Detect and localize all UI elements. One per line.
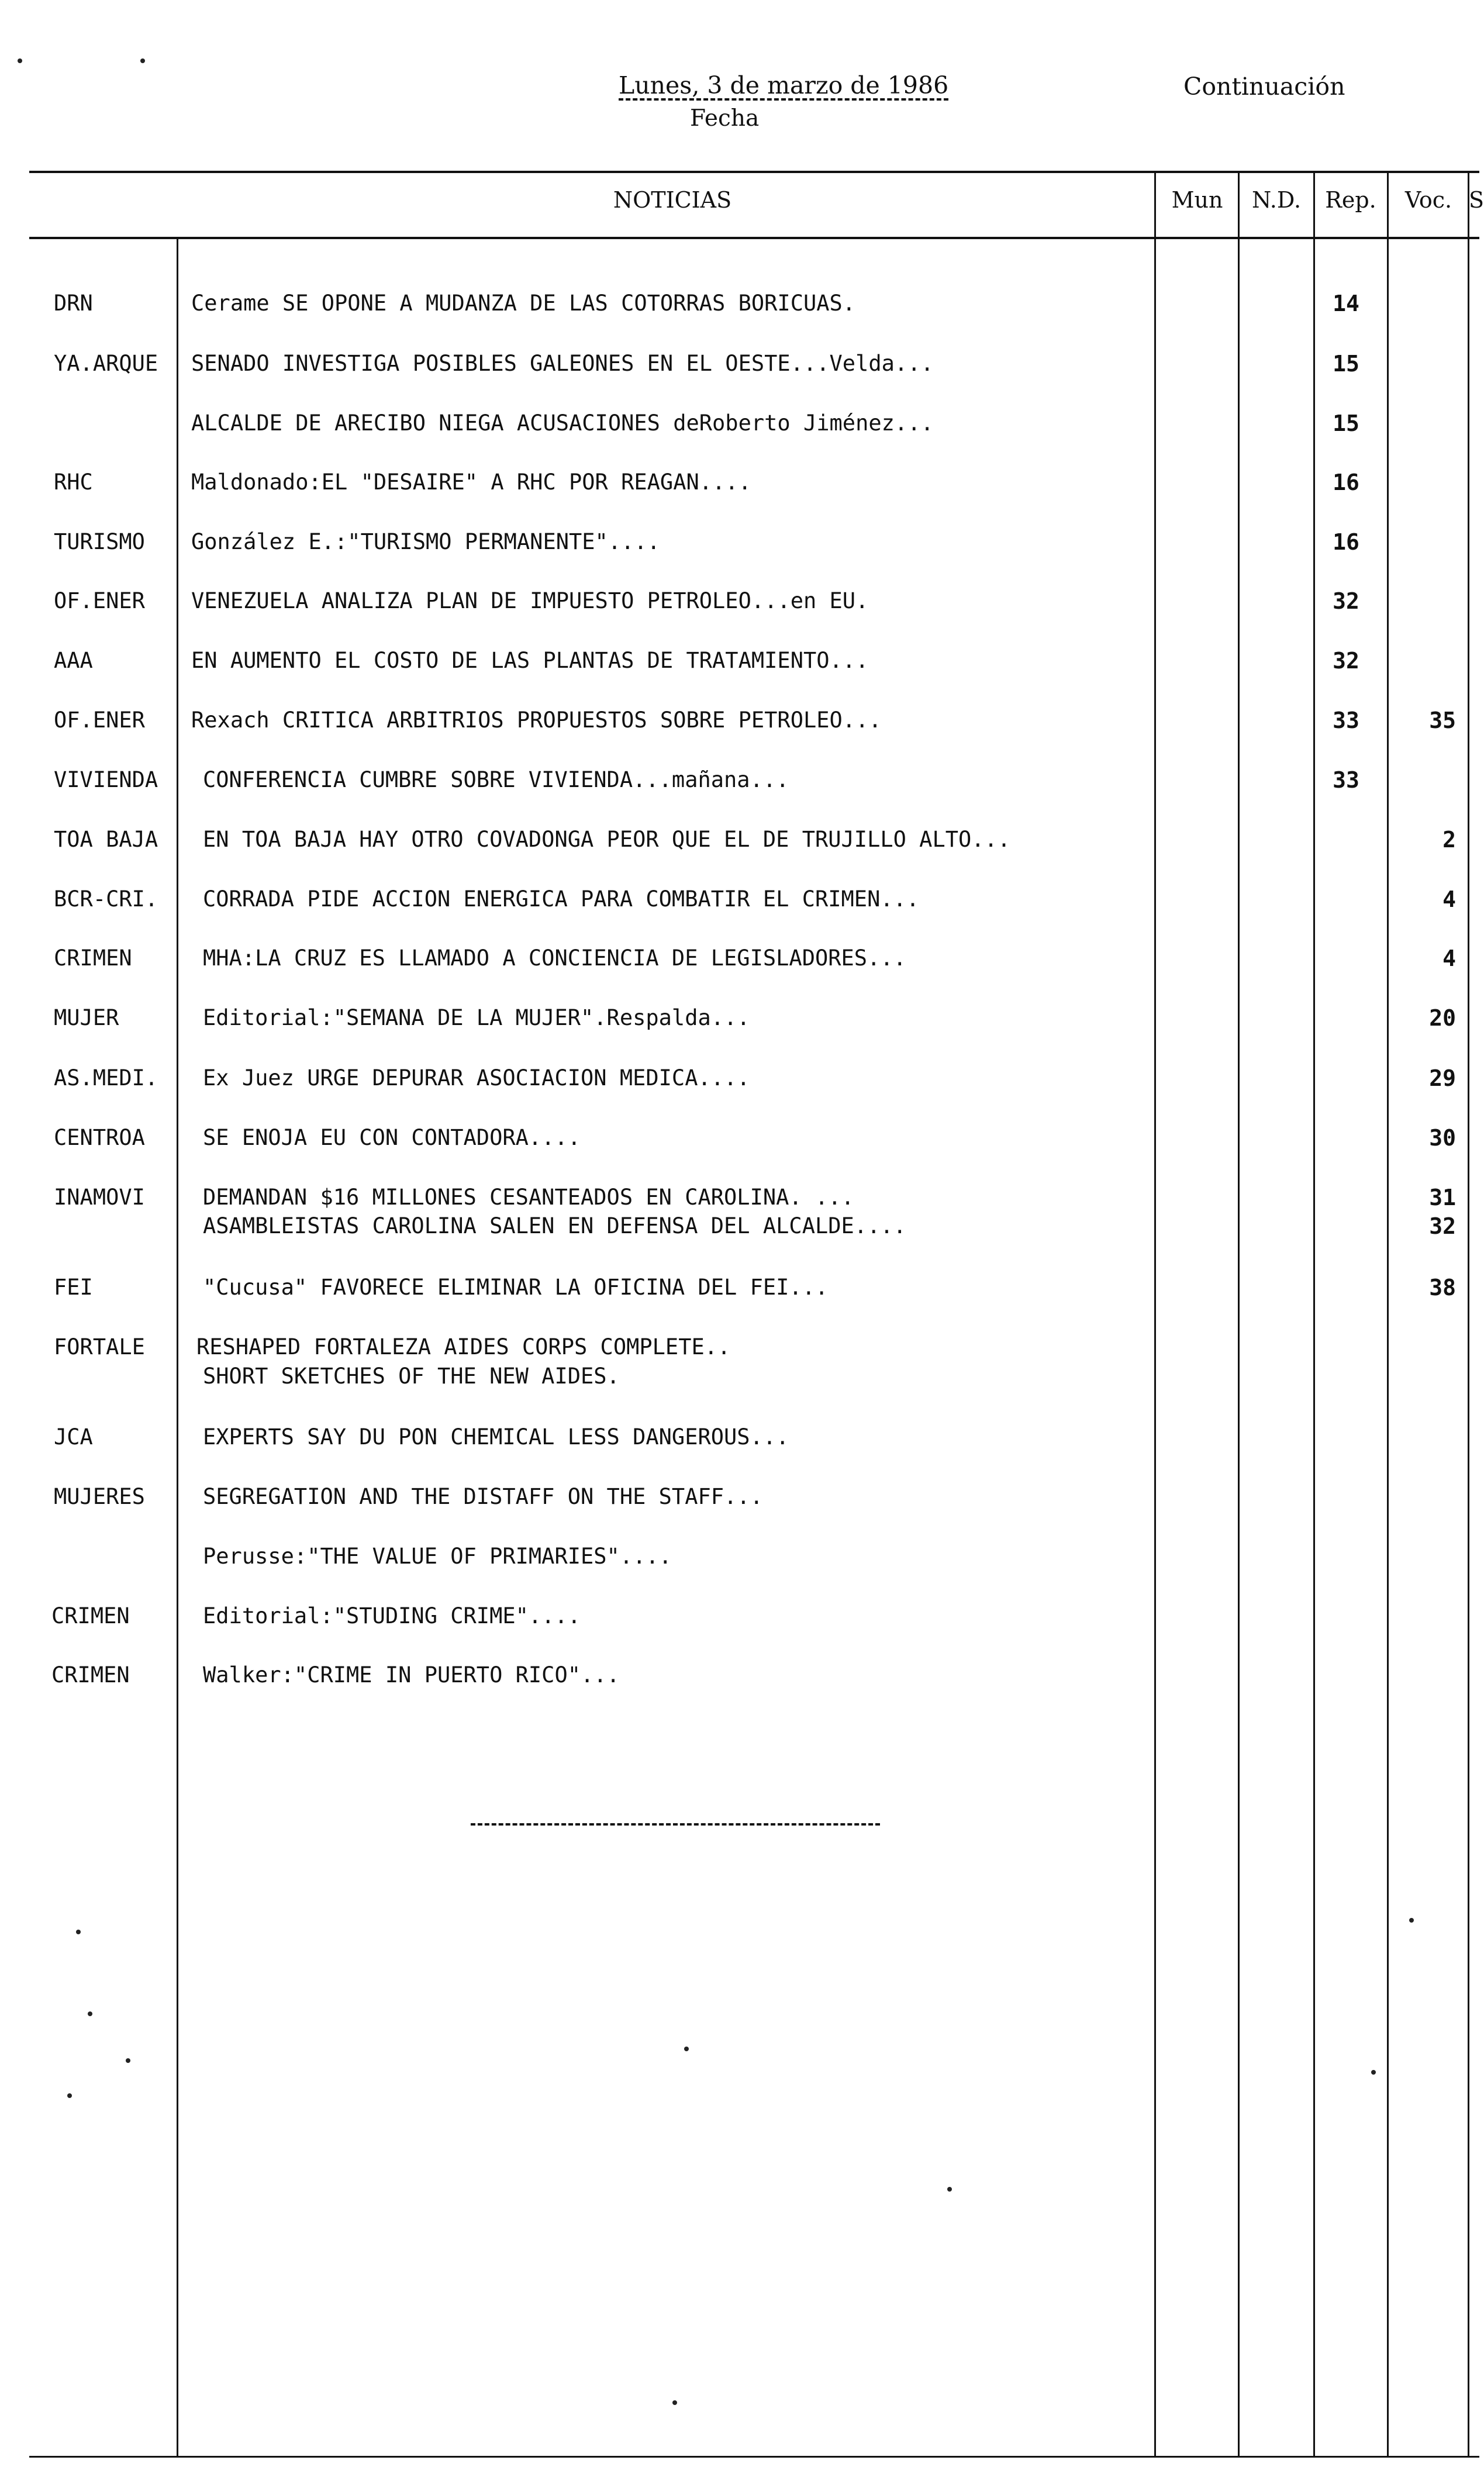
nd-column-left-divider (1238, 171, 1240, 2456)
top-rule (29, 171, 1479, 173)
continuation-label: Continuación (1183, 73, 1345, 101)
row-rep: 16 (1333, 470, 1359, 495)
row-title: Editorial:"STUDING CRIME".... (203, 1603, 581, 1628)
row-rep: 32 (1333, 588, 1359, 614)
row-title: "Cucusa" FAVORECE ELIMINAR LA OFICINA DEL FEI... (203, 1275, 829, 1300)
row-rep: 16 (1333, 529, 1359, 555)
row-code: OF.ENER (54, 708, 145, 733)
row-code: OF.ENER (54, 588, 145, 613)
row-title: ASAMBLEISTAS CAROLINA SALEN EN DEFENSA DEL ALCALDE.... (203, 1213, 906, 1238)
row-title: Maldonado:EL "DESAIRE" A RHC POR REAGAN.... (191, 470, 751, 495)
row-rep: 14 (1333, 291, 1359, 316)
row-voc: 31 (1429, 1185, 1456, 1210)
row-code: CRIMEN (51, 1603, 130, 1628)
extra-column-header: S (1469, 187, 1484, 213)
row-title: EN TOA BAJA HAY OTRO COVADONGA PEOR QUE EL DE TRUJILLO ALTO... (203, 827, 1011, 852)
row-rep: 15 (1333, 351, 1359, 377)
row-title: EN AUMENTO EL COSTO DE LAS PLANTAS DE TRATAMIENTO... (191, 648, 869, 673)
row-code: AAA (54, 648, 93, 673)
row-title: EXPERTS SAY DU PON CHEMICAL LESS DANGEROUS... (203, 1424, 789, 1450)
row-voc: 2 (1442, 827, 1456, 853)
row-voc: 29 (1429, 1065, 1456, 1091)
row-title: CONFERENCIA CUMBRE SOBRE VIVIENDA...mañana... (203, 767, 789, 792)
row-rep: 15 (1333, 410, 1359, 436)
rep-column-header: Rep. (1325, 187, 1376, 213)
row-title: Walker:"CRIME IN PUERTO RICO"... (203, 1662, 620, 1688)
row-title: SEGREGATION AND THE DISTAFF ON THE STAFF... (203, 1484, 763, 1509)
fecha-label: Fecha (690, 105, 760, 132)
row-voc: 4 (1442, 886, 1456, 912)
row-rep: 33 (1333, 767, 1359, 793)
row-code: CRIMEN (54, 946, 132, 971)
row-title: Ex Juez URGE DEPURAR ASOCIACION MEDICA.... (203, 1065, 750, 1091)
row-voc: 35 (1429, 708, 1456, 733)
row-voc: 20 (1429, 1005, 1456, 1031)
date-heading: Lunes, 3 de marzo de 1986 (619, 71, 949, 99)
row-code: FORTALE (54, 1334, 145, 1360)
row-title: RESHAPED FORTALEZA AIDES CORPS COMPLETE.. (196, 1334, 731, 1360)
row-code: VIVIENDA (54, 767, 158, 792)
row-code: TURISMO (54, 529, 145, 554)
row-rep: 32 (1333, 648, 1359, 674)
page-bottom-rule (29, 2456, 1479, 2458)
code-column-divider (177, 237, 178, 2456)
row-voc: 4 (1442, 946, 1456, 971)
row-code: MUJER (54, 1005, 119, 1030)
row-title: González E.:"TURISMO PERMANENTE".... (191, 529, 660, 554)
row-rep: 33 (1333, 708, 1359, 733)
voc-column-right-divider (1468, 171, 1469, 2456)
row-code: CRIMEN (51, 1662, 130, 1688)
row-code: FEI (54, 1275, 93, 1300)
row-title: ALCALDE DE ARECIBO NIEGA ACUSACIONES deRoberto Jiménez... (191, 410, 934, 436)
nd-column-header: N.D. (1251, 187, 1302, 213)
row-title: SENADO INVESTIGA POSIBLES GALEONES EN EL OESTE...Velda... (191, 351, 934, 376)
row-code: CENTROA (54, 1125, 145, 1150)
row-title: DEMANDAN $16 MILLONES CESANTEADOS EN CAROLINA. ... (203, 1185, 854, 1210)
rep-column-left-divider (1313, 171, 1315, 2456)
row-code: INAMOVI (54, 1185, 145, 1210)
row-code: YA.ARQUE (54, 351, 158, 376)
row-title: SHORT SKETCHES OF THE NEW AIDES. (203, 1364, 620, 1389)
row-voc: 38 (1429, 1275, 1456, 1300)
mun-column-header: Mun (1171, 187, 1223, 213)
noticias-column-header: NOTICIAS (613, 187, 732, 213)
mun-column-left-divider (1154, 171, 1156, 2456)
row-code: TOA BAJA (54, 827, 158, 852)
row-title: VENEZUELA ANALIZA PLAN DE IMPUESTO PETROLEO...en EU. (191, 588, 869, 613)
row-title: Perusse:"THE VALUE OF PRIMARIES".... (203, 1544, 672, 1569)
voc-column-header: Voc. (1404, 187, 1452, 213)
row-code: RHC (54, 470, 93, 495)
row-code: BCR-CRI. (54, 886, 158, 912)
row-code: DRN (54, 291, 93, 316)
voc-column-left-divider (1387, 171, 1389, 2456)
row-code: AS.MEDI. (54, 1065, 158, 1091)
row-title: MHA:LA CRUZ ES LLAMADO A CONCIENCIA DE LEGISLADORES... (203, 946, 906, 971)
row-code: MUJERES (54, 1484, 145, 1509)
row-title: Rexach CRITICA ARBITRIOS PROPUESTOS SOBRE PETROLEO... (191, 708, 882, 733)
row-voc: 32 (1429, 1213, 1456, 1239)
header-bottom-rule (29, 237, 1479, 239)
end-of-list-divider (471, 1823, 880, 1826)
row-title: Cerame SE OPONE A MUDANZA DE LAS COTORRAS BORICUAS. (191, 291, 856, 316)
row-code: JCA (54, 1424, 93, 1450)
row-title: CORRADA PIDE ACCION ENERGICA PARA COMBATIR EL CRIMEN... (203, 886, 920, 912)
row-title: Editorial:"SEMANA DE LA MUJER".Respalda... (203, 1005, 750, 1030)
row-voc: 30 (1429, 1125, 1456, 1151)
row-title: SE ENOJA EU CON CONTADORA.... (203, 1125, 581, 1150)
